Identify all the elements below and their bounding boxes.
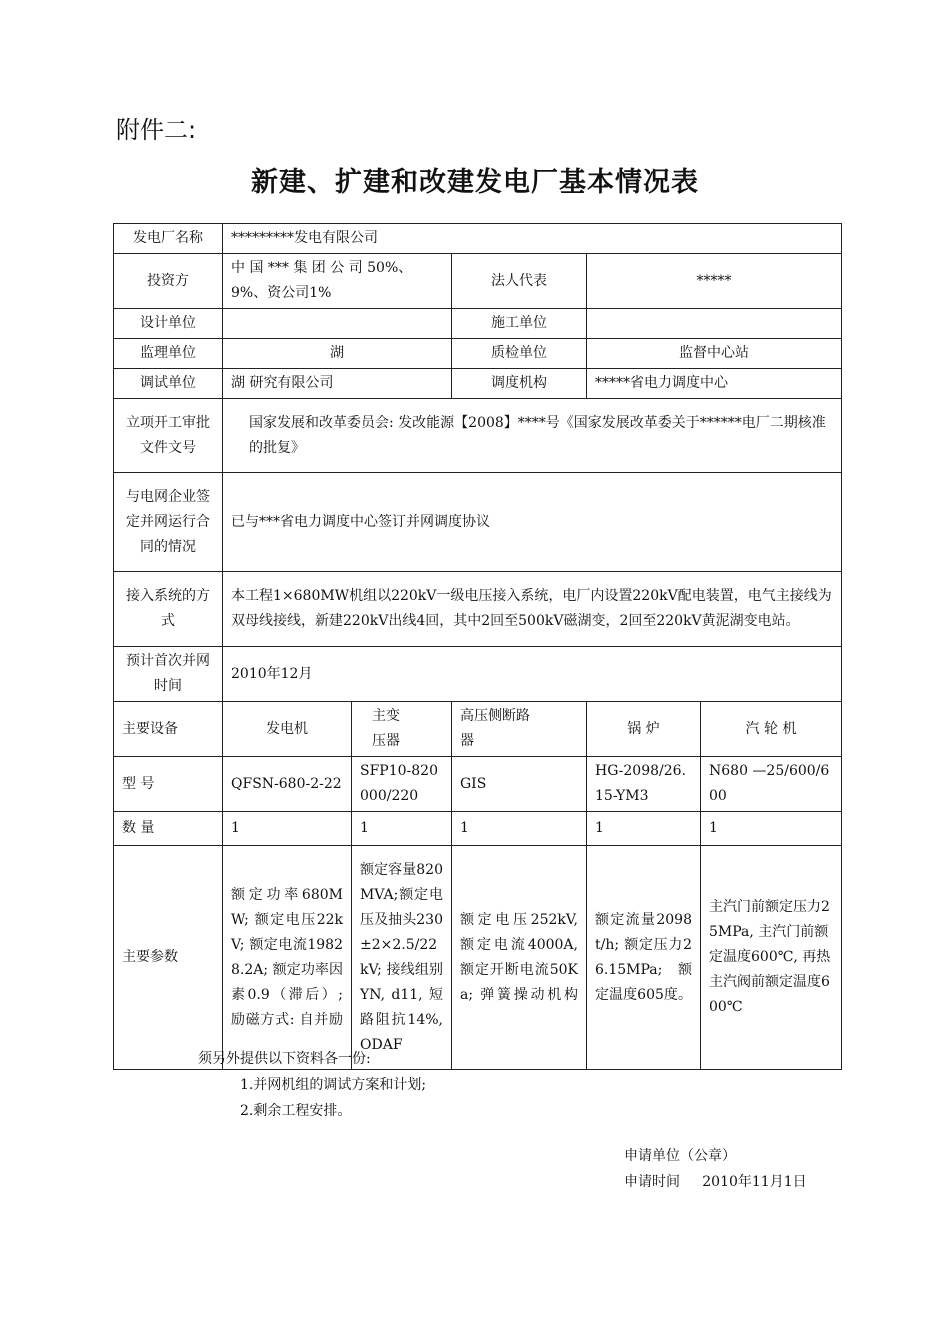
construction-unit-value: [587, 309, 842, 339]
supervision-unit-label: 监理单位: [114, 339, 223, 369]
quantity-value: 1: [452, 812, 587, 846]
legal-rep-value: *****: [587, 254, 842, 309]
equipment-header: 主变压器: [352, 702, 452, 757]
quantity-value: 1: [352, 812, 452, 846]
apply-time-label: 申请时间: [624, 1174, 680, 1190]
plant-name-value: *********发电有限公司: [223, 224, 842, 254]
approval-label: 立项开工审批文件文号: [114, 399, 223, 473]
supervision-unit-value: 湖: [223, 339, 452, 369]
notes-item: 2.剩余工程安排。: [240, 1103, 352, 1119]
model-value: QFSN-680-2-22: [223, 757, 352, 812]
params-value: 主汽门前额定压力25MPa, 主汽门前额定温度600℃, 再热主汽阀前额定温度600℃: [701, 846, 842, 1070]
grid-contract-label: 与电网企业签定并网运行合同的情况: [114, 473, 223, 572]
model-value: SFP10-820000/220: [352, 757, 452, 812]
approval-value: 国家发展和改革委员会: 发改能源【2008】****号《国家发展改革委关于******电厂二期核准的批复》: [223, 399, 842, 473]
quantity-value: 1: [701, 812, 842, 846]
notes-item: 1.并网机组的调试方案和计划;: [240, 1077, 427, 1093]
params-value: 额定容量820MVA;额定电压及抽头230±2×2.5/22kV; 接线组别YN, d11, 短路阻抗14%, ODAF: [352, 846, 452, 1070]
apply-date: 2010年11月1日: [702, 1174, 807, 1190]
params-value: 额定流量2098t/h; 额定压力26.15MPa; 额定温度605度。: [587, 846, 701, 1070]
legal-rep-label: 法人代表: [452, 254, 587, 309]
applicant-unit: 申请单位（公章）: [624, 1148, 736, 1164]
access-value: 本工程1×680MW机组以220kV一级电压接入系统，电厂内设置220kV配电装置，电气主接线为双母线接线，新建220kV出线4回，其中2回至500kV磁湖变，2回至220kV黄泥湖变电站。: [223, 572, 842, 647]
params-value: 额定功率680MW; 额定电压22kV; 额定电流19828.2A; 额定功率因素0.9（滞后）; 励磁方式: 自并励: [223, 846, 352, 1070]
notes: [198, 1046, 426, 1124]
model-value: HG-2098/26.15-YM3: [587, 757, 701, 812]
equipment-header: 汽 轮 机: [701, 702, 842, 757]
design-unit-label: 设计单位: [114, 309, 223, 339]
commissioning-unit-label: 调试单位: [114, 369, 223, 399]
dispatch-label: 调度机构: [452, 369, 587, 399]
notes-intro: 须另外提供以下资料各一份:: [198, 1051, 371, 1067]
quantity-value: 1: [223, 812, 352, 846]
dispatch-value: *****省电力调度中心: [587, 369, 842, 399]
construction-unit-label: 施工单位: [452, 309, 587, 339]
params-label: 主要参数: [114, 846, 223, 1070]
quality-unit-label: 质检单位: [452, 339, 587, 369]
quantity-value: 1: [587, 812, 701, 846]
design-unit-value: [223, 309, 452, 339]
access-label: 接入系统的方式: [114, 572, 223, 647]
first-grid-label: 预计首次并网时间: [114, 647, 223, 702]
quantity-label: 数 量: [114, 812, 223, 846]
first-grid-value: 2010年12月: [223, 647, 842, 702]
attachment-label: 附件二:: [116, 116, 197, 144]
grid-contract-value: 已与***省电力调度中心签订并网调度协议: [223, 473, 842, 572]
equipment-header: 发电机: [223, 702, 352, 757]
equipment-header: 锅 炉: [587, 702, 701, 757]
investor-label: 投资方: [114, 254, 223, 309]
model-label: 型 号: [114, 757, 223, 812]
commissioning-unit-value: 湖 研究有限公司: [223, 369, 452, 399]
equipment-header: 主要设备: [114, 702, 223, 757]
investor-value: 中 国 *** 集 团 公 司 50%、9%、资公司1%: [223, 254, 452, 309]
page-title: 新建、扩建和改建发电厂基本情况表: [251, 167, 699, 198]
plant-info-table: [113, 223, 842, 1070]
signature-block: [624, 1143, 807, 1195]
quality-unit-value: 监督中心站: [587, 339, 842, 369]
params-value: 额定电压252kV, 额定电流4000A, 额定开断电流50Ka; 弹簧操动机构: [452, 846, 587, 1070]
model-value: N680 —25/600/600: [701, 757, 842, 812]
plant-name-label: 发电厂名称: [114, 224, 223, 254]
equipment-header: 高压侧断路器: [452, 702, 587, 757]
model-value: GIS: [452, 757, 587, 812]
